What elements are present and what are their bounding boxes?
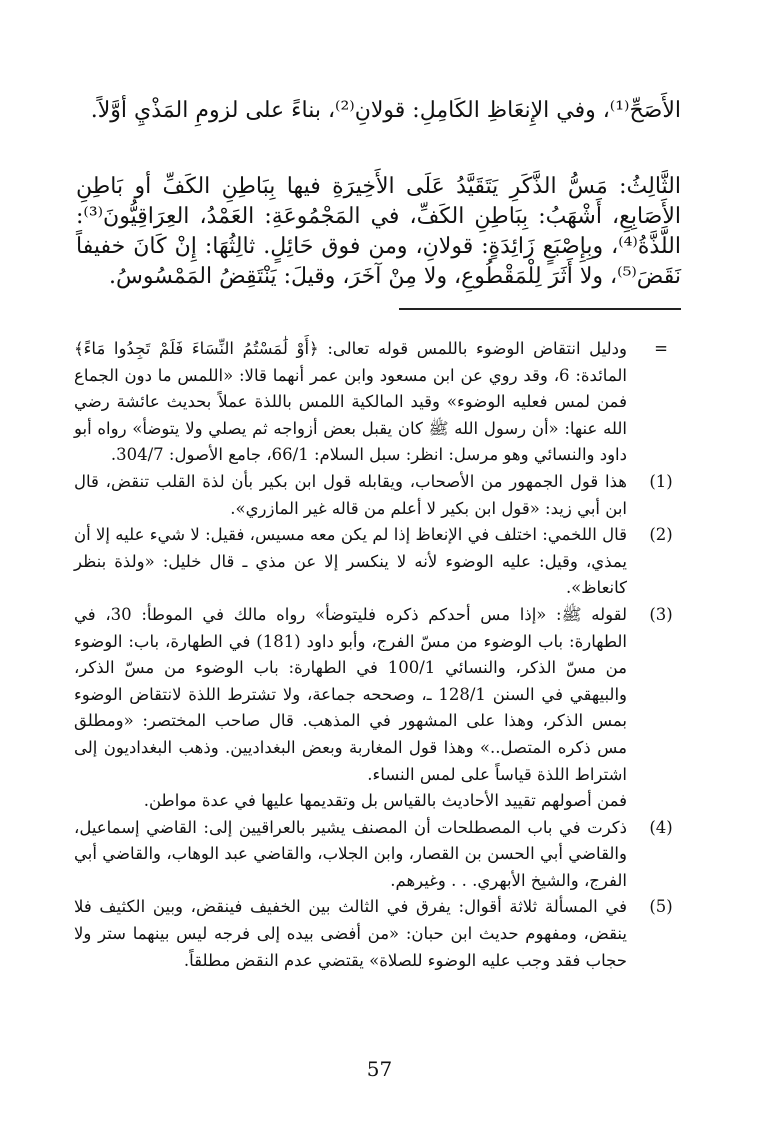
footnote-3 — [74, 602, 683, 788]
footnote-marker: = — [654, 339, 668, 358]
footnote-1 — [74, 469, 683, 522]
footnote-marker: (1) — [649, 471, 673, 491]
footnote-marker: (5) — [649, 897, 673, 917]
footnote-3-extra: فمن أصولهم تقييد الأحاديث بالقياس بل وتقديمها عليها في عدة مواطن. — [143, 791, 627, 811]
footnote-marker: (4) — [649, 817, 673, 837]
footnote-text: ذكرت في باب المصطلحات أن المصنف يشير بالعراقيين إلى: القاضي إسماعيل، والقاضي أبي الحسن بن القصار، وابن الجلاب، والقاضي عبد الوهاب، والقاضي أبي الفرج، والشيخ الأبهري. . . وغيرهم. — [74, 817, 627, 890]
footnote-divider — [399, 308, 681, 310]
footnote-marker: (2) — [649, 525, 673, 545]
page-number: 57 — [366, 1057, 393, 1081]
footnotes-section — [74, 336, 683, 974]
footnote-text: ودليل انتقاض الوضوء باللمس قوله تعالى: ﴿أَوْ لَٰمَسْتُمُ النِّسَاءَ فَلَمْ تَجِدُوا مَاءً﴾ المائدة: 6، وقد روي عن ابن مسعود وابن عمر أنهما قالا: «اللمس ما دون الجماع فمن لمس فعليه الوضوء» وقيد المالكية اللمس باللذة عملاً بحديث عائشة رضي الله عنها: «أن رسول الله ﷺ كان يقبل بعض أزواجه ثم يصلي ولا يتوضأ» رواه أبو داود والنسائي وهو مرسل: انظر: سبل السلام: 66/1، جامع الأصول: 304/7. — [74, 339, 627, 465]
footnote-text: قال اللخمي: اختلف في الإنعاظ إذا لم يكن معه مسيس، فقيل: لا شيء عليه إلا أن يمذي، وقيل: عليه الوضوء لأنه لا ينكسر إلا عن مذي ـ قال خليل: «ولذة بنظر كانعاظ». — [74, 525, 627, 598]
footnote-2 — [74, 522, 683, 602]
main-text-line: الأَصَحِّ⁽¹⁾، وفي الإِنعَاظِ الكَامِلِ: قولانِ⁽²⁾، بناءً على لزومِ المَذْيِ أوَّلاً. — [90, 98, 681, 123]
footnote-continuation — [74, 336, 683, 469]
footnote-text: لقوله ﷺ: «إذا مس أحدكم ذكره فليتوضأ» رواه مالك في الموطأ: 30، في الطهارة: باب الوضوء من مسّ الفرج، وأبو داود (181) في الطهارة، باب: الوضوء من مسّ الذكر، والنسائي 100/1 في الطهارة: باب الوضوء من مسّ الذكر، والبيهقي في السنن 128/1 ـ، وصححه جماعة، ولا تشترط اللذة لانتقاض الوضوء بمس الذكر، وهذا على المشهور في المذهب. قال صاحب المختصر: «ومطلق مس ذكره المتصل..» وهذا قول المغاربة وبعض البغداديين. وذهب البغداديون إلى اشتراط اللذة قياساً على لمس النساء. — [74, 604, 628, 784]
main-text-paragraph: الثَّالِثُ: مَسُّ الذَّكَرِ يَتَقَيَّدُ عَلَى الأَخِيرَةِ فيها بِبَاطِنِ الكَفِّ أو بَاطِنِ الأَصَابِعِ، أَشْهَبُ: بِبَاطِنِ الكَفِّ، في المَجْمُوعَةِ: العَمْدُ، العِرَاقِيُّونَ⁽³⁾: اللَّذَّةُ⁽⁴⁾، وبِإِصْبَعٍ زَائِدَةٍ: قولانِ، ومن فوق حَائِلٍ. ثالِثُهَا: إِنْ كَانَ خفيفاً نَقَضَ⁽⁵⁾، ولا أَثَرَ لِلْمَقْطُوعِ، ولا مِنْ آخَرَ، وقيلَ: يَنْتَقِضُ المَمْسُوسُ. — [76, 174, 681, 289]
footnote-5 — [74, 894, 683, 974]
footnote-text: هذا قول الجمهور من الأصحاب، ويقابله قول ابن بكير بأن لذة القلب تنقض، قال ابن أبي زيد: «قول ابن بكير لا أعلم من قاله غير المازري». — [74, 471, 627, 518]
footnote-4 — [74, 815, 683, 895]
footnote-marker: (3) — [649, 604, 673, 624]
footnote-text: في المسألة ثلاثة أقوال: يفرق في الثالث بين الخفيف فينقض، وبين الكثيف فلا ينقض، ومفهوم حديث ابن حبان: «من أفضى بيده إلى فرجه ليس بينهما ستر ولا حجاب فقد وجب عليه الوضوء للصلاة» يقتضي عدم النقض مطلقاً. — [74, 897, 627, 970]
